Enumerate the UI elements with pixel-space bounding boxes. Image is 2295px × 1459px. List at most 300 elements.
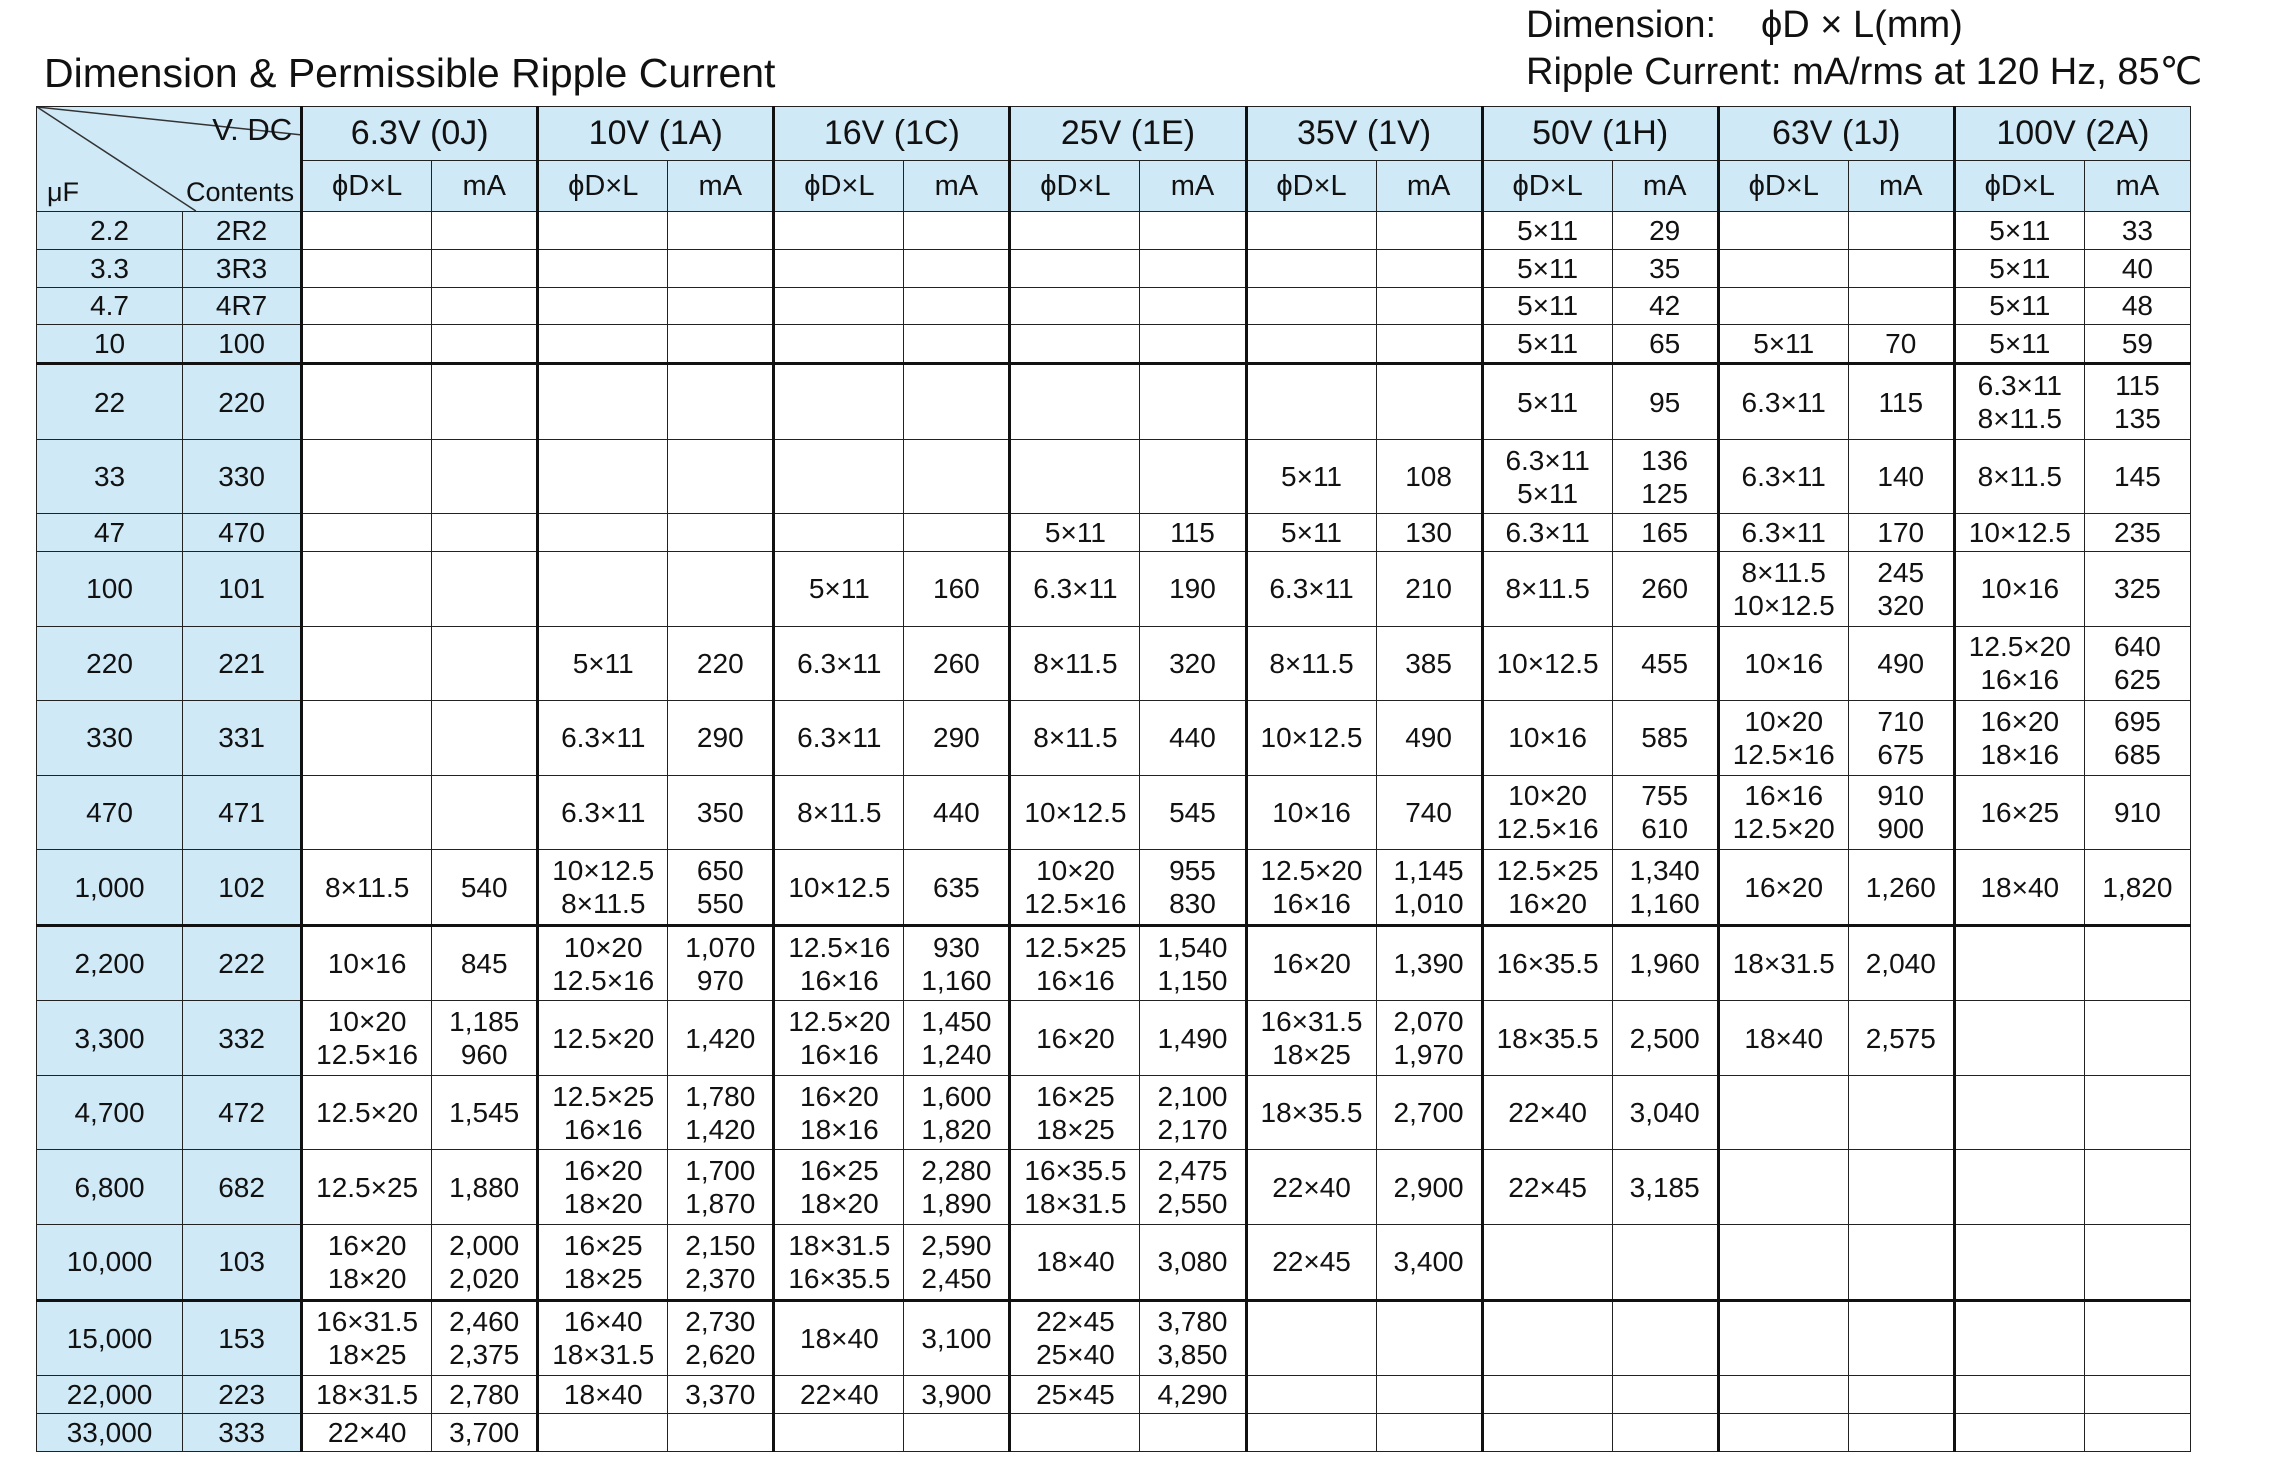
ripple-cell bbox=[668, 626, 774, 701]
cell-line: 6.3×11 bbox=[1977, 370, 2062, 402]
dimension-cell bbox=[1246, 364, 1376, 440]
dimension-cell bbox=[1010, 701, 1140, 776]
cell-line: 35 bbox=[1649, 252, 1681, 284]
capacitance-cell: 470 bbox=[37, 775, 183, 850]
dimension-cell bbox=[1010, 439, 1140, 514]
ripple-cell bbox=[668, 1001, 774, 1076]
cell-line: 3,080 bbox=[1157, 1246, 1228, 1278]
ripple-cell bbox=[2084, 552, 2190, 627]
cell-line: 12.5×16 bbox=[1732, 738, 1835, 770]
cell-line: 455 bbox=[1641, 647, 1689, 679]
dimension-cell bbox=[1718, 701, 1848, 776]
dimension-cell bbox=[1954, 212, 2084, 250]
ripple-cell bbox=[1140, 514, 1246, 552]
cell-line: 2,700 bbox=[1393, 1097, 1464, 1129]
cell-line: 235 bbox=[2114, 517, 2161, 549]
ripple-cell bbox=[1140, 552, 1246, 627]
capacitance-cell: 15,000 bbox=[37, 1300, 183, 1376]
ripple-cell bbox=[1376, 212, 1482, 250]
cell-line: 650 bbox=[696, 855, 744, 887]
ripple-cell bbox=[1140, 439, 1246, 514]
ripple-cell bbox=[904, 1001, 1010, 1076]
ripple-cell bbox=[2084, 1376, 2190, 1414]
dimension-cell bbox=[1954, 439, 2084, 514]
cell-line: 3,370 bbox=[685, 1379, 756, 1411]
ripple-cell bbox=[432, 514, 538, 552]
ripple-cell bbox=[1848, 514, 1954, 552]
dimension-cell bbox=[1718, 249, 1848, 287]
cell-line: 70 bbox=[1885, 328, 1917, 360]
ripple-subheader: mA bbox=[1140, 161, 1246, 212]
ripple-cell bbox=[2084, 439, 2190, 514]
ripple-cell bbox=[2084, 925, 2190, 1001]
ripple-cell bbox=[1848, 1075, 1954, 1150]
cell-line: 25×40 bbox=[1036, 1339, 1115, 1371]
ripple-cell bbox=[668, 775, 774, 850]
cell-line: 2,550 bbox=[1157, 1188, 1228, 1220]
ripple-cell bbox=[432, 775, 538, 850]
cell-line: 10×20 bbox=[1508, 780, 1587, 812]
cell-line: 12.5×16 bbox=[316, 1039, 419, 1071]
cell-line: 2,620 bbox=[685, 1339, 756, 1371]
ripple-cell bbox=[1848, 552, 1954, 627]
cell-line: 1,540 bbox=[1157, 931, 1228, 963]
cell-line: 585 bbox=[1641, 722, 1689, 754]
dimension-cell bbox=[538, 325, 668, 364]
dimension-cell bbox=[774, 552, 904, 627]
voltage-header: 10V (1A) bbox=[538, 107, 774, 161]
capacitance-cell: 33,000 bbox=[37, 1413, 183, 1451]
dimension-cell bbox=[1954, 249, 2084, 287]
cell-line: 65 bbox=[1649, 328, 1681, 360]
dimension-cell bbox=[1246, 1300, 1376, 1376]
voltage-header: 6.3V (0J) bbox=[302, 107, 538, 161]
capacitance-cell: 3.3 bbox=[37, 249, 183, 287]
cell-line: 1,970 bbox=[1393, 1039, 1464, 1071]
dimension-cell bbox=[302, 552, 432, 627]
ripple-cell bbox=[2084, 626, 2190, 701]
dimension-cell bbox=[1718, 1075, 1848, 1150]
ripple-cell bbox=[2084, 1413, 2190, 1451]
cell-line: 12.5×16 bbox=[1024, 888, 1127, 920]
ripple-cell bbox=[2084, 249, 2190, 287]
cell-line: 1,545 bbox=[449, 1097, 520, 1129]
dimension-cell bbox=[1718, 1150, 1848, 1225]
cell-line: 5×11 bbox=[1517, 328, 1579, 360]
cell-line: 12.5×16 bbox=[1496, 813, 1599, 845]
cell-line: 115 bbox=[2115, 370, 2160, 402]
vdc-label: V. DC bbox=[212, 112, 293, 147]
contents-code-cell: 3R3 bbox=[183, 249, 302, 287]
dimension-cell bbox=[1954, 287, 2084, 325]
cell-line: 16×25 bbox=[563, 1229, 643, 1261]
ripple-value: mA/rms at 120 Hz, 85℃ bbox=[1792, 51, 2203, 93]
cell-line: 16×16 bbox=[1036, 964, 1115, 996]
table-row bbox=[37, 701, 2191, 776]
dimension-cell bbox=[302, 364, 432, 440]
cell-line: 130 bbox=[1405, 517, 1452, 549]
cell-line: 2,450 bbox=[921, 1262, 992, 1294]
cell-line: 1,390 bbox=[1393, 948, 1464, 980]
cell-line: 190 bbox=[1169, 573, 1216, 605]
voltage-header: 50V (1H) bbox=[1482, 107, 1718, 161]
cell-line: 385 bbox=[1405, 647, 1452, 679]
cell-line: 10×12.5 bbox=[1024, 796, 1127, 828]
dimension-subheader: ϕD×L bbox=[1482, 161, 1612, 212]
dimension-cell bbox=[538, 1413, 668, 1451]
dimension-cell bbox=[1954, 701, 2084, 776]
dimension-cell bbox=[1246, 701, 1376, 776]
dimension-cell bbox=[1482, 1150, 1612, 1225]
ripple-cell bbox=[1848, 1224, 1954, 1300]
ripple-cell bbox=[1612, 1300, 1718, 1376]
cell-line: 2,150 bbox=[685, 1229, 756, 1261]
dimension-cell bbox=[302, 775, 432, 850]
table-row bbox=[37, 552, 2191, 627]
dimension-cell bbox=[1482, 925, 1612, 1001]
cell-line: 1,890 bbox=[921, 1188, 992, 1220]
cell-line: 16×16 bbox=[800, 964, 879, 996]
cell-line: 755 bbox=[1641, 780, 1689, 812]
dimension-cell bbox=[1010, 1413, 1140, 1451]
cell-line: 2,590 bbox=[921, 1229, 992, 1261]
dimension-subheader: ϕD×L bbox=[1954, 161, 2084, 212]
ripple-cell bbox=[1140, 1300, 1246, 1376]
dimension-cell bbox=[1246, 1224, 1376, 1300]
dimension-cell bbox=[774, 1075, 904, 1150]
ripple-cell bbox=[2084, 364, 2190, 440]
cell-line: 545 bbox=[1169, 796, 1216, 828]
cell-line: 16×31.5 bbox=[1260, 1006, 1363, 1038]
table-row bbox=[37, 775, 2191, 850]
cell-line: 900 bbox=[1877, 813, 1925, 845]
ripple-cell bbox=[2084, 701, 2190, 776]
dimension-cell bbox=[302, 925, 432, 1001]
ripple-cell bbox=[1848, 439, 1954, 514]
ripple-cell bbox=[668, 364, 774, 440]
ripple-cell bbox=[1140, 1150, 1246, 1225]
cell-line: 1,260 bbox=[1865, 871, 1936, 903]
cell-line: 1,150 bbox=[1157, 964, 1228, 996]
cell-line: 6.3×11 bbox=[1269, 573, 1354, 605]
cell-line: 12.5×20 bbox=[316, 1097, 419, 1129]
ripple-cell bbox=[1848, 1001, 1954, 1076]
ripple-cell bbox=[668, 249, 774, 287]
voltage-header: 35V (1V) bbox=[1246, 107, 1482, 161]
ripple-cell bbox=[432, 1075, 538, 1150]
cell-line: 16×35.5 bbox=[1024, 1155, 1127, 1187]
ripple-cell bbox=[668, 925, 774, 1001]
dimension-cell bbox=[1954, 775, 2084, 850]
cell-line: 8×11.5 bbox=[1269, 647, 1354, 679]
dimension-cell bbox=[1718, 364, 1848, 440]
contents-label: Contents bbox=[186, 177, 295, 207]
dimension-cell bbox=[1482, 1376, 1612, 1414]
dimension-cell bbox=[1954, 850, 2084, 926]
cell-line: 830 bbox=[1169, 888, 1216, 920]
dimension-cell bbox=[774, 1376, 904, 1414]
dimension-cell bbox=[1482, 1001, 1612, 1076]
cell-line: 18×25 bbox=[563, 1262, 643, 1294]
cell-line: 16×16 bbox=[563, 1113, 643, 1145]
cell-line: 140 bbox=[1877, 461, 1925, 493]
cell-line: 18×25 bbox=[1036, 1113, 1115, 1145]
dimension-cell bbox=[774, 1150, 904, 1225]
cell-line: 22×40 bbox=[1272, 1171, 1351, 1203]
cell-line: 1,145 bbox=[1393, 855, 1464, 887]
dimension-cell bbox=[1010, 1001, 1140, 1076]
cell-line: 8×11.5 bbox=[1033, 647, 1118, 679]
ripple-cell bbox=[432, 552, 538, 627]
ripple-subheader: mA bbox=[1376, 161, 1482, 212]
contents-code-cell: 470 bbox=[183, 514, 302, 552]
ripple-subheader: mA bbox=[904, 161, 1010, 212]
ripple-cell bbox=[1140, 626, 1246, 701]
dimension-cell bbox=[1482, 1300, 1612, 1376]
cell-line: 1,700 bbox=[685, 1155, 756, 1187]
dimension-cell bbox=[538, 1001, 668, 1076]
contents-code-cell: 101 bbox=[183, 552, 302, 627]
dimension-cell bbox=[538, 552, 668, 627]
ripple-cell bbox=[2084, 1150, 2190, 1225]
cell-line: 12.5×16 bbox=[788, 931, 891, 963]
cell-line: 2,100 bbox=[1157, 1080, 1228, 1112]
cell-line: 2,730 bbox=[685, 1306, 756, 1338]
cell-line: 16×20 bbox=[563, 1155, 643, 1187]
contents-code-cell: 220 bbox=[183, 364, 302, 440]
dimension-cell bbox=[1718, 1001, 1848, 1076]
cell-line: 115 bbox=[1170, 517, 1215, 549]
voltage-header: 25V (1E) bbox=[1010, 107, 1246, 161]
cell-line: 1,160 bbox=[1629, 888, 1700, 920]
dimension-cell bbox=[538, 212, 668, 250]
dimension-cell bbox=[774, 775, 904, 850]
dimension-cell bbox=[1718, 1300, 1848, 1376]
cell-line: 25×45 bbox=[1036, 1379, 1115, 1411]
cell-line: 640 bbox=[2114, 631, 2161, 663]
cell-line: 2,370 bbox=[685, 1262, 756, 1294]
dimension-cell bbox=[538, 701, 668, 776]
cell-line: 10×20 bbox=[563, 931, 643, 963]
capacitance-cell: 2,200 bbox=[37, 925, 183, 1001]
ripple-cell bbox=[668, 1224, 774, 1300]
cell-line: 59 bbox=[2121, 328, 2153, 360]
dimension-cell bbox=[1010, 249, 1140, 287]
cell-line: 2,000 bbox=[449, 1229, 520, 1261]
dimension-cell bbox=[538, 626, 668, 701]
cell-line: 260 bbox=[1641, 573, 1689, 605]
dimension-cell bbox=[1954, 364, 2084, 440]
dimension-label: Dimension: bbox=[1526, 4, 1717, 46]
cell-line: 490 bbox=[1405, 722, 1452, 754]
cell-line: 5×11 bbox=[1517, 477, 1579, 509]
ripple-cell bbox=[1140, 1001, 1246, 1076]
ripple-subheader: mA bbox=[668, 161, 774, 212]
dimension-cell bbox=[1718, 439, 1848, 514]
dimension-cell bbox=[774, 1300, 904, 1376]
ripple-cell bbox=[668, 850, 774, 926]
cell-line: 10×16 bbox=[1980, 573, 2060, 605]
cell-line: 8×11.5 bbox=[1977, 403, 2062, 435]
cell-line: 245 bbox=[1877, 556, 1925, 588]
cell-line: 12.5×20 bbox=[1968, 631, 2071, 663]
ripple-cell bbox=[1376, 514, 1482, 552]
dimension-cell bbox=[302, 850, 432, 926]
dimension-cell bbox=[1482, 775, 1612, 850]
dimension-cell bbox=[774, 701, 904, 776]
ripple-cell bbox=[904, 249, 1010, 287]
dimension-cell bbox=[1482, 439, 1612, 514]
ripple-cell bbox=[1612, 364, 1718, 440]
ripple-cell bbox=[1848, 1376, 1954, 1414]
contents-code-cell: 221 bbox=[183, 626, 302, 701]
cell-line: 170 bbox=[1877, 517, 1925, 549]
dimension-cell bbox=[1246, 626, 1376, 701]
cell-line: 210 bbox=[1405, 573, 1452, 605]
cell-line: 18×40 bbox=[1036, 1246, 1115, 1278]
ripple-cell bbox=[1848, 775, 1954, 850]
cell-line: 18×20 bbox=[327, 1262, 407, 1294]
ripple-cell bbox=[1376, 626, 1482, 701]
ripple-cell bbox=[904, 850, 1010, 926]
cell-line: 10×16 bbox=[1272, 796, 1351, 828]
cell-line: 18×35.5 bbox=[1496, 1022, 1599, 1054]
dimension-cell bbox=[538, 1376, 668, 1414]
ripple-cell bbox=[432, 1001, 538, 1076]
dimension-cell bbox=[538, 364, 668, 440]
cell-line: 8×11.5 bbox=[561, 888, 646, 920]
ripple-cell bbox=[904, 364, 1010, 440]
cell-line: 108 bbox=[1405, 461, 1452, 493]
dimension-cell bbox=[1482, 850, 1612, 926]
cell-line: 325 bbox=[2114, 573, 2161, 605]
cell-line: 490 bbox=[1877, 647, 1925, 679]
cell-line: 5×11 bbox=[1517, 214, 1579, 246]
dimension-cell bbox=[1246, 439, 1376, 514]
cell-line: 8×11.5 bbox=[797, 796, 882, 828]
cell-line: 5×11 bbox=[1281, 461, 1343, 493]
dimension-cell bbox=[1482, 701, 1612, 776]
cell-line: 22×40 bbox=[327, 1416, 407, 1448]
cell-line: 960 bbox=[460, 1039, 508, 1071]
ripple-cell bbox=[1376, 1075, 1482, 1150]
cell-line: 12.5×20 bbox=[788, 1006, 891, 1038]
ripple-cell bbox=[1612, 1376, 1718, 1414]
cell-line: 6.3×11 bbox=[561, 722, 646, 754]
cell-line: 2,575 bbox=[1865, 1022, 1936, 1054]
dimension-cell bbox=[538, 439, 668, 514]
dimension-cell bbox=[1482, 1075, 1612, 1150]
cell-line: 1,820 bbox=[921, 1113, 992, 1145]
header-corner bbox=[37, 107, 302, 212]
cell-line: 16×25 bbox=[800, 1155, 879, 1187]
ripple-cell bbox=[1376, 1001, 1482, 1076]
dimension-cell bbox=[1718, 1413, 1848, 1451]
contents-code-cell: 102 bbox=[183, 850, 302, 926]
ripple-cell bbox=[668, 287, 774, 325]
dimension-cell bbox=[302, 1150, 432, 1225]
contents-code-cell: 2R2 bbox=[183, 212, 302, 250]
cell-line: 22×45 bbox=[1272, 1246, 1351, 1278]
ripple-cell bbox=[904, 212, 1010, 250]
ripple-cell bbox=[1612, 287, 1718, 325]
ripple-cell bbox=[1376, 775, 1482, 850]
ripple-cell bbox=[2084, 1300, 2190, 1376]
ripple-cell bbox=[2084, 514, 2190, 552]
ripple-cell bbox=[2084, 775, 2190, 850]
cell-line: 610 bbox=[1641, 813, 1689, 845]
cell-line: 2,500 bbox=[1629, 1022, 1700, 1054]
ripple-cell bbox=[1140, 925, 1246, 1001]
cell-line: 10×20 bbox=[1744, 705, 1824, 737]
dimension-legend bbox=[1526, 2, 2202, 49]
ripple-cell bbox=[1612, 626, 1718, 701]
dimension-cell bbox=[1482, 212, 1612, 250]
contents-code-cell: 332 bbox=[183, 1001, 302, 1076]
ripple-cell bbox=[432, 1150, 538, 1225]
cell-line: 6.3×11 bbox=[797, 647, 882, 679]
capacitance-cell: 100 bbox=[37, 552, 183, 627]
ripple-cell bbox=[1848, 249, 1954, 287]
cell-line: 685 bbox=[2114, 738, 2161, 770]
cell-line: 6.3×11 bbox=[1033, 573, 1118, 605]
ripple-cell bbox=[1612, 552, 1718, 627]
dimension-cell bbox=[538, 514, 668, 552]
dimension-cell bbox=[1246, 1150, 1376, 1225]
cell-line: 18×20 bbox=[800, 1188, 879, 1220]
cell-line: 540 bbox=[460, 871, 508, 903]
ripple-cell bbox=[2084, 212, 2190, 250]
dimension-cell bbox=[538, 775, 668, 850]
dimension-cell bbox=[1246, 552, 1376, 627]
table-row bbox=[37, 325, 2191, 364]
cell-line: 5×11 bbox=[572, 647, 634, 679]
cell-line: 115 bbox=[1878, 386, 1924, 418]
cell-line: 18×40 bbox=[563, 1379, 643, 1411]
ripple-cell bbox=[904, 1376, 1010, 1414]
ripple-cell bbox=[2084, 1224, 2190, 1300]
dimension-subheader: ϕD×L bbox=[1246, 161, 1376, 212]
ripple-cell bbox=[1612, 439, 1718, 514]
cell-line: 16×20 bbox=[1508, 888, 1587, 920]
cell-line: 12.5×20 bbox=[1732, 813, 1835, 845]
ripple-cell bbox=[668, 1300, 774, 1376]
dimension-cell bbox=[302, 1001, 432, 1076]
cell-line: 8×11.5 bbox=[1741, 556, 1826, 588]
capacitance-cell: 3,300 bbox=[37, 1001, 183, 1076]
dimension-cell bbox=[302, 249, 432, 287]
cell-line: 5×11 bbox=[1044, 517, 1106, 549]
ripple-cell bbox=[1376, 1224, 1482, 1300]
capacitance-cell: 220 bbox=[37, 626, 183, 701]
cell-line: 12.5×25 bbox=[316, 1171, 419, 1203]
ripple-cell bbox=[1612, 212, 1718, 250]
cell-line: 22×45 bbox=[1508, 1171, 1587, 1203]
capacitance-cell: 22,000 bbox=[37, 1376, 183, 1414]
ripple-cell bbox=[1612, 1075, 1718, 1150]
cell-line: 10×20 bbox=[327, 1006, 407, 1038]
cell-line: 5×11 bbox=[1517, 386, 1579, 418]
cell-line: 1,780 bbox=[685, 1080, 756, 1112]
cell-line: 2,375 bbox=[449, 1339, 520, 1371]
cell-line: 3,700 bbox=[449, 1416, 520, 1448]
ripple-cell bbox=[904, 1224, 1010, 1300]
ripple-cell bbox=[432, 626, 538, 701]
ripple-cell bbox=[1376, 1413, 1482, 1451]
cell-line: 1,960 bbox=[1629, 948, 1700, 980]
cell-line: 6.3×11 bbox=[1505, 444, 1590, 476]
capacitance-cell: 2.2 bbox=[37, 212, 183, 250]
